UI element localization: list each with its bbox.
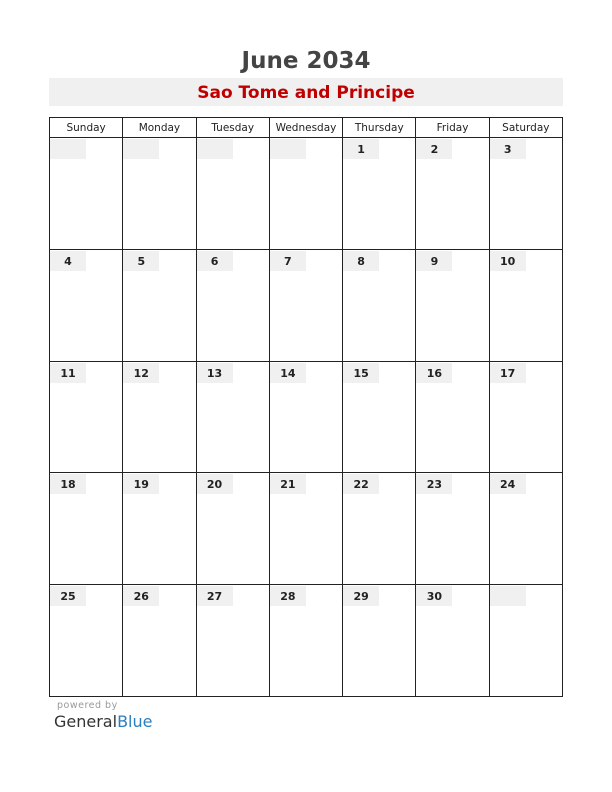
weekday-header-row xyxy=(50,118,563,138)
day-number xyxy=(50,139,86,159)
day-cell xyxy=(269,585,342,697)
day-cell xyxy=(343,249,416,361)
weekday-friday: Friday xyxy=(416,118,489,138)
brand-blue-text: Blue xyxy=(117,712,153,731)
day-number: 6 xyxy=(197,251,233,271)
day-number: 2 xyxy=(416,139,452,159)
day-cell xyxy=(416,249,489,361)
day-cell xyxy=(269,361,342,473)
day-cell xyxy=(269,473,342,585)
day-cell xyxy=(343,361,416,473)
day-number: 13 xyxy=(197,363,233,383)
weekday-monday: Monday xyxy=(123,118,196,138)
day-cell xyxy=(196,361,269,473)
week-row xyxy=(50,249,563,361)
day-number: 20 xyxy=(197,474,233,494)
weekday-tuesday: Tuesday xyxy=(196,118,269,138)
day-cell xyxy=(343,138,416,250)
weekday-saturday: Saturday xyxy=(489,118,562,138)
day-number: 16 xyxy=(416,363,452,383)
day-cell xyxy=(50,585,123,697)
week-row xyxy=(50,585,563,697)
day-cell xyxy=(123,138,196,250)
day-cell xyxy=(196,473,269,585)
day-cell xyxy=(489,585,562,697)
day-cell xyxy=(123,473,196,585)
day-number: 1 xyxy=(343,139,379,159)
day-cell xyxy=(50,361,123,473)
day-cell xyxy=(50,249,123,361)
weekday-sunday: Sunday xyxy=(50,118,123,138)
day-number: 10 xyxy=(490,251,526,271)
calendar-grid xyxy=(49,117,563,697)
day-number: 30 xyxy=(416,586,452,606)
day-cell xyxy=(123,585,196,697)
day-cell xyxy=(489,249,562,361)
day-cell xyxy=(416,361,489,473)
day-number xyxy=(197,139,233,159)
powered-by-label: powered by xyxy=(57,700,118,711)
day-number: 18 xyxy=(50,474,86,494)
day-cell xyxy=(196,585,269,697)
day-cell xyxy=(489,473,562,585)
day-number: 7 xyxy=(270,251,306,271)
day-number xyxy=(270,139,306,159)
day-number: 23 xyxy=(416,474,452,494)
weekday-thursday: Thursday xyxy=(343,118,416,138)
day-number: 29 xyxy=(343,586,379,606)
day-number: 4 xyxy=(50,251,86,271)
day-number: 11 xyxy=(50,363,86,383)
day-number xyxy=(490,586,526,606)
day-cell xyxy=(196,249,269,361)
day-number: 12 xyxy=(123,363,159,383)
day-cell xyxy=(416,138,489,250)
day-cell xyxy=(489,138,562,250)
day-cell xyxy=(196,138,269,250)
day-number: 27 xyxy=(197,586,233,606)
day-cell xyxy=(269,138,342,250)
day-number xyxy=(123,139,159,159)
day-cell xyxy=(416,473,489,585)
day-number: 8 xyxy=(343,251,379,271)
calendar-title: June 2034 xyxy=(241,48,371,74)
day-number: 17 xyxy=(490,363,526,383)
day-number: 21 xyxy=(270,474,306,494)
day-number: 9 xyxy=(416,251,452,271)
country-name: Sao Tome and Principe xyxy=(197,83,415,103)
day-cell xyxy=(123,361,196,473)
week-row xyxy=(50,473,563,585)
generalblue-logo[interactable] xyxy=(54,712,152,731)
day-cell xyxy=(343,585,416,697)
day-cell xyxy=(123,249,196,361)
day-cell xyxy=(343,473,416,585)
weekday-wednesday: Wednesday xyxy=(269,118,342,138)
day-number: 3 xyxy=(490,139,526,159)
day-number: 25 xyxy=(50,586,86,606)
day-number: 26 xyxy=(123,586,159,606)
day-number: 5 xyxy=(123,251,159,271)
week-row xyxy=(50,138,563,250)
day-cell xyxy=(416,585,489,697)
day-number: 22 xyxy=(343,474,379,494)
day-cell xyxy=(269,249,342,361)
day-cell xyxy=(50,138,123,250)
day-number: 24 xyxy=(490,474,526,494)
day-number: 28 xyxy=(270,586,306,606)
day-cell xyxy=(50,473,123,585)
day-number: 14 xyxy=(270,363,306,383)
day-cell xyxy=(489,361,562,473)
day-number: 19 xyxy=(123,474,159,494)
day-number: 15 xyxy=(343,363,379,383)
brand-general-text: General xyxy=(54,712,118,731)
week-row xyxy=(50,361,563,473)
